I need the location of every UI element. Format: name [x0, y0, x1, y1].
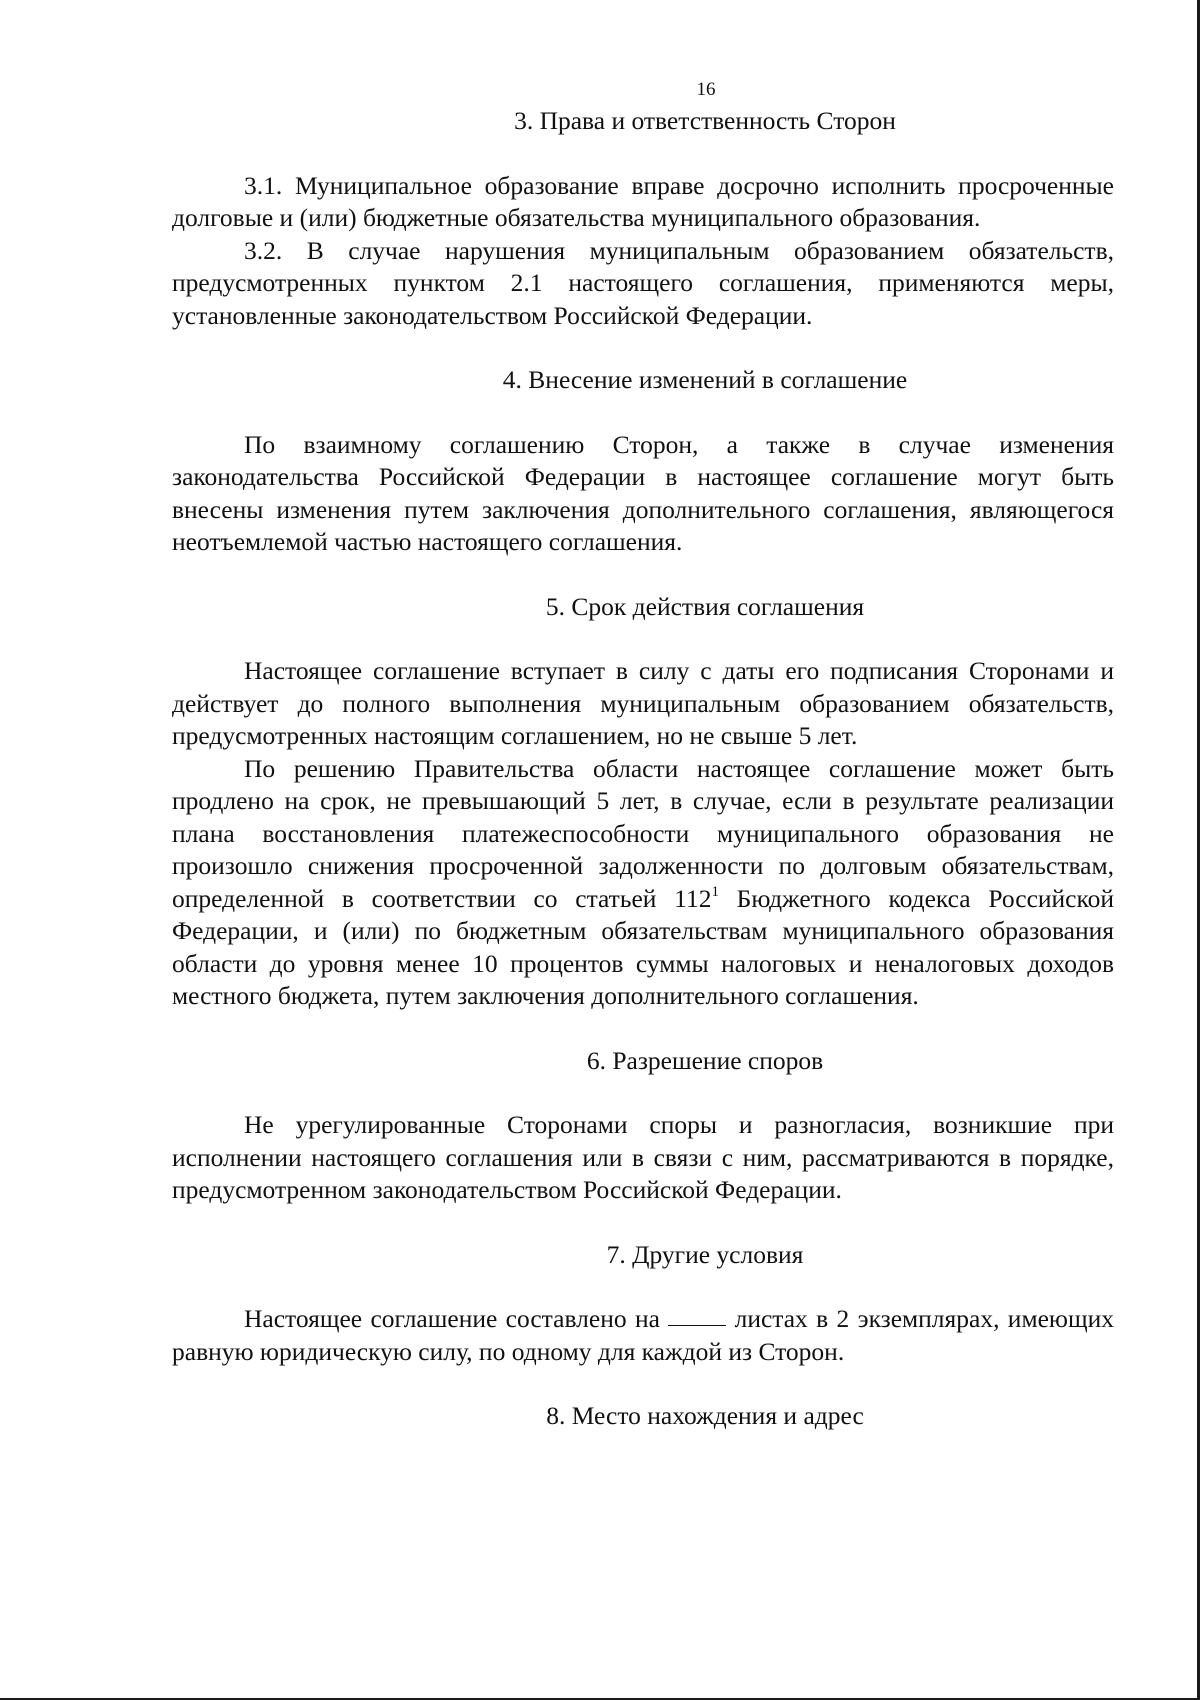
section-5-paragraph-1: Настоящее соглашение вступает в силу с даты его подписания Сторонами и действует до полного выполнения муниципальным образованием обязательств, предусмотренных настоящим соглашением, но не свыше 5 лет.: [172, 656, 1114, 750]
section-3-clause-2: 3.2. В случае нарушения муниципальным образованием обязательств, предусмотренных пунктом 2.1 настоящего соглашения, применяются меры, установленные законодательством Российской Федерации.: [172, 235, 1114, 330]
section-5-heading: 5. Срок действия соглашения: [545, 591, 865, 621]
section-5-paragraph-2-text-b: Бюджетного кодекса Российской Федерации, и (или) по бюджетным обязательствам муниципального образования области до уровня менее 10 процентов суммы налоговых и неналоговых доходов местного бюджета, путем заключения дополнительного соглашения.: [172, 883, 1114, 1010]
spacer: [172, 1271, 1114, 1303]
spacer: [172, 1013, 1114, 1045]
document-body: [172, 78, 1114, 1433]
section-7-text-a: Настоящее соглашение составлено на: [244, 1304, 669, 1333]
spacer: [172, 1207, 1114, 1239]
section-3-clause-1: 3.1. Муниципальное образование вправе досрочно исполнить просроченные долговые и (или) бюджетные обязательства муниципального образования.: [172, 170, 1114, 232]
spacer: [172, 623, 1114, 655]
section-5-paragraph-2-text-a: По решению Правительства области настоящее соглашение может быть продлено на срок, не превышающий 5 лет, в случае, если в результате реализации плана восстановления платежеспособности муниципального образования не произошло снижения просроченной задолженности по долговым обязательствам, определенной в соответствии со статьей 112: [172, 753, 1114, 913]
section-3-heading: 3. Права и ответственность Сторон: [514, 106, 896, 135]
section-6-paragraph: Не урегулированные Сторонами споры и разногласия, возникшие при исполнении настоящего соглашения или в связи с ним, рассматриваются в порядке, предусмотренном законодательством Российской Федерации.: [172, 1110, 1114, 1204]
section-4-paragraph: По взаимному соглашению Сторон, а также в случае изменения законодательства Российской Федерации в настоящее соглашение могут быть внесены изменения путем заключения дополнительного соглашения, являющегося неотъемлемой частью настоящего соглашения.: [172, 429, 1114, 556]
spacer: [172, 138, 1114, 170]
sheet-count-blank: [668, 1303, 726, 1326]
section-4-heading: 4. Внесение изменений в соглашение: [502, 365, 908, 394]
section-7-heading: 7. Другие условия: [606, 1239, 804, 1269]
spacer: [172, 559, 1114, 591]
section-7-paragraph: [172, 1303, 1114, 1368]
section-5-paragraph-2: [172, 753, 1114, 1013]
spacer: [172, 332, 1114, 364]
section-7-text-b: листах в 2 экземплярах, имеющих равную юридическую силу, по одному для каждой из Сторон.: [172, 1304, 1114, 1366]
spacer: [172, 1077, 1114, 1109]
superscript-marker: 1: [711, 883, 719, 900]
section-8-heading: 8. Место нахождения и адрес: [546, 1401, 864, 1430]
spacer: [172, 1368, 1114, 1400]
section-6-heading: 6. Разрешение споров: [586, 1045, 824, 1075]
page-number: 16: [696, 79, 716, 100]
spacer: [172, 397, 1114, 429]
